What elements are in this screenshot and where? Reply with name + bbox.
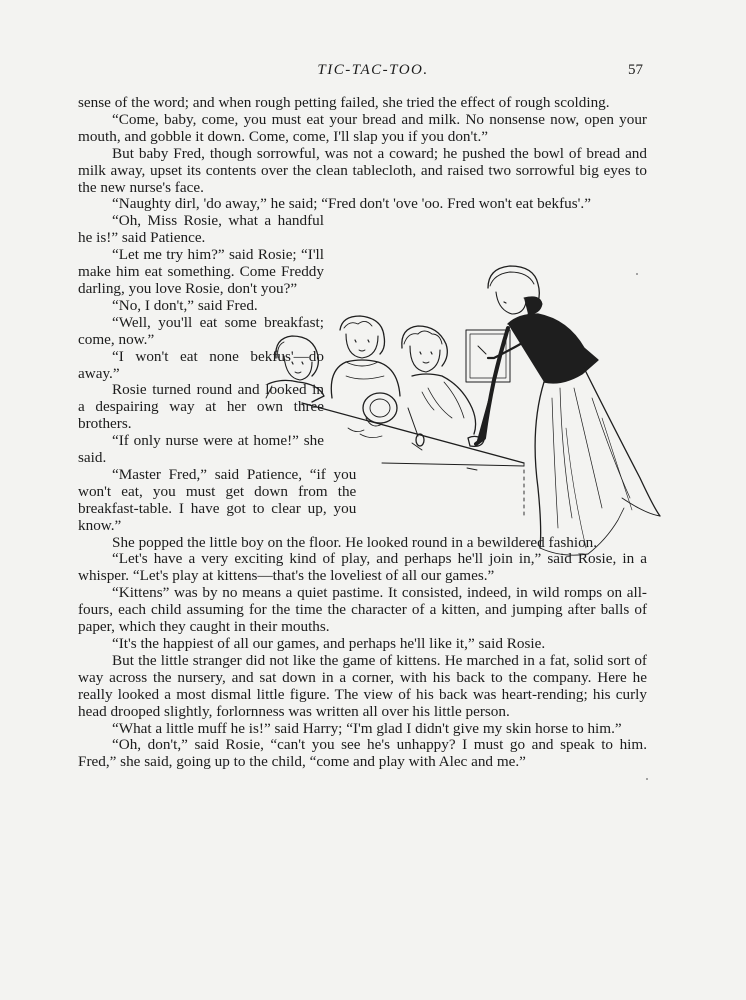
paragraph: “What a little muff he is!” said Harry; “I'm glad I didn't give my skin horse to him.” (112, 719, 622, 737)
nurse-patience-drawing (468, 266, 660, 555)
paragraph: sense of the word; and when rough petting failed, she tried the effect of rough scolding. (78, 94, 610, 111)
page-number: 57 (628, 62, 643, 78)
spoon-drawing (408, 408, 424, 446)
paragraph: “Kittens” was by no means a quiet pastime. It consisted, indeed, in wild romps on all-fours, each child assuming for the time the character of a kitten, and jumping after balls of paper, which they caught in their mouths. (78, 584, 647, 636)
bowl-drawing (348, 393, 397, 438)
paragraph: “Let me try him?” said Rosie; “I'll make him eat something. Come Freddy darling, you love Rosie, don't you?” (78, 246, 324, 297)
paragraph: “Master Fred,” said Patience, “if you won't eat, you must get down from the breakfast-table. I have got to clear up, you know.” (78, 465, 357, 534)
paragraph: Rosie turned round and looked in a despairing way at her own three brothers. (78, 381, 324, 433)
paragraph: But the little stranger did not like the game of kittens. He marched in a fat, solid sort of way across the nursery, and sat down in a corner, with his back to the company. Here he really looked a most dismal little figure. The view of his back was heart-rending; his curly head drooped slightly, forlornness was written all over his little person. (78, 651, 647, 720)
paragraph: But baby Fred, though sorrowful, was not a coward; he pushed the bowl of bread and milk away, upset its contents over the clean tablecloth, and raised two sorrowful big eyes to the new nurse's face. (78, 144, 647, 196)
scan-speck (636, 273, 638, 275)
scan-speck (646, 778, 648, 780)
child-middle-drawing (331, 316, 400, 398)
running-title: TIC-TAC-TOO. (317, 62, 429, 78)
paragraph: “Come, baby, come, you must eat your bread and milk. No nonsense now, open your mouth, and gobble it down. Come, come, I'll slap you if you don't.” (78, 110, 647, 145)
breakfast-table-drawing (302, 403, 524, 518)
paragraph: “Let's have a very exciting kind of play, and perhaps he'll join in,” said Rosie, in a whisper. “Let's play at kittens—that's the loveliest of all our games.” (78, 550, 647, 585)
child-fred-drawing (402, 326, 476, 434)
paragraph: “Oh, Miss Rosie, what a handful he is!” said Patience. (78, 212, 324, 247)
page-header (0, 62, 746, 82)
paragraph: “Oh, don't,” said Rosie, “can't you see he's unhappy? I must go and speak to him. Fred,” she said, going up to the child, “come and play with Alec and me.” (78, 736, 647, 771)
paragraph: “It's the happiest of all our games, and perhaps he'll like it,” said Rosie. (112, 635, 546, 652)
child-left-drawing (266, 336, 324, 402)
paragraph: “Well, you'll eat some breakfast; come, now.” (78, 313, 324, 348)
paragraph: “I won't eat none bekfus'—do away.” (78, 347, 324, 382)
paragraph: “Naughty dirl, 'do away,” he said; “Fred don't 'ove 'oo. Fred won't eat bekfus'.” (112, 195, 591, 213)
illustration-patience-and-children-icon (262, 258, 667, 573)
paragraph: “No, I don't,” said Fred. (112, 296, 258, 314)
paragraph: She popped the little boy on the floor. He looked round in a bewildered fashion. (112, 533, 598, 551)
paragraph: “If only nurse were at home!” she said. (78, 432, 324, 467)
